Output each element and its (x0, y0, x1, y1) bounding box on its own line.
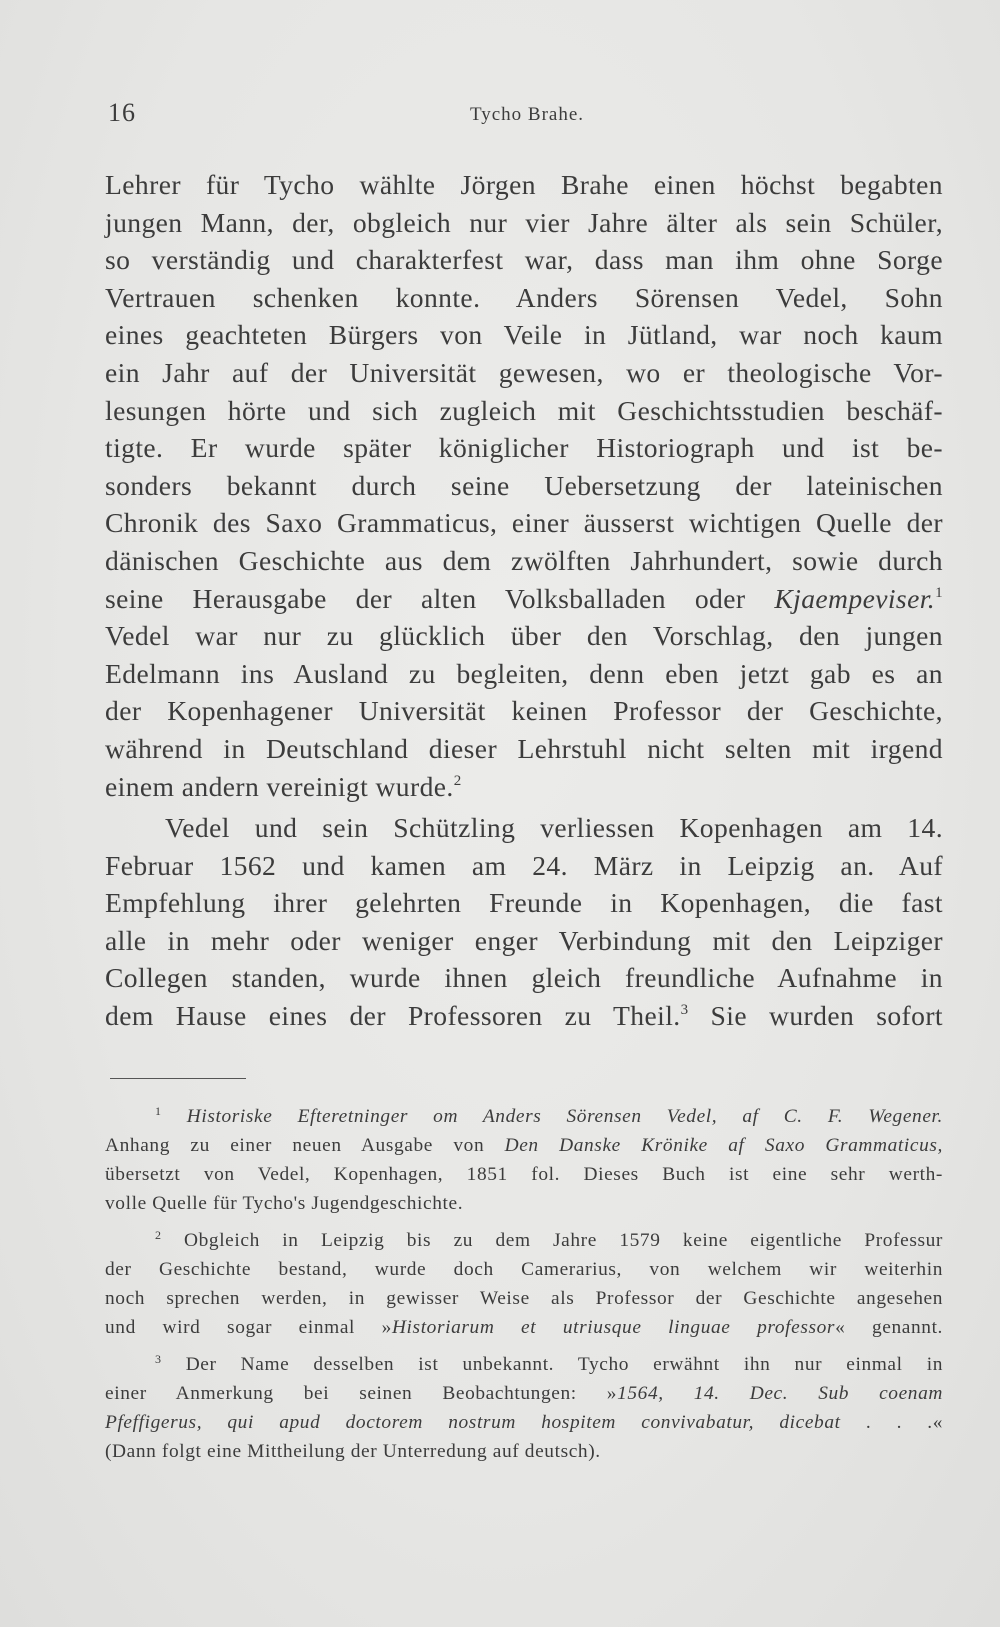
text-line (105, 580, 943, 618)
footnote-gap (105, 1218, 943, 1226)
text-line: eines geachteten Bürgers von Veile in Jütland, war noch kaum (105, 319, 943, 351)
text-line: während in Deutschland dieser Lehrstuhl nicht selten mit irgend (105, 732, 943, 764)
text-line: Empfehlung ihrer gelehrten Freunde in Kopenhagen, die fast (105, 887, 943, 919)
footnotes (105, 1102, 943, 1466)
footnote-line (105, 1226, 943, 1255)
text-line: tigte. Er wurde später königlicher Historiograph und ist be- (105, 432, 943, 464)
page-number: 16 (108, 98, 136, 127)
footnote-ref-3: 3 (680, 1002, 689, 1019)
text-line: lesungen hörte und sich zugleich mit Geschichtsstudien beschäf- (105, 394, 943, 426)
text-line: Vedel und sein Schützling verliessen Kopenhagen am 14. (165, 812, 943, 844)
line-text: seine Herausgabe der alten Volksballaden oder (105, 582, 775, 614)
footnote-line: der Geschichte bestand, wurde doch Camerarius, von welchem wir weiterhin (105, 1259, 943, 1280)
footnote-line (105, 1313, 943, 1342)
text-line: Vedel war nur zu glücklich über den Vorschlag, den jungen (105, 620, 943, 652)
text-line: Februar 1562 und kamen am 24. März in Leipzig an. Auf (105, 849, 943, 881)
italic-title: Historiarum et utriusque linguae professor (391, 1317, 836, 1338)
italic-title: Den Danske Krönike af Saxo Grammaticus, (504, 1135, 943, 1156)
text-line: so verständig und charakterfest war, dass man ihm ohne Sorge (105, 244, 943, 276)
footnote-ref-1: 1 (935, 584, 943, 601)
line-text: Der Name desselben ist unbekannt. Tycho erwähnt ihn nur einmal in (185, 1354, 943, 1375)
line-text: dem Hause eines der Professoren zu Theil. (105, 1000, 681, 1032)
footnote-ref-2: 2 (453, 772, 462, 789)
italic-title: Pfeffigerus, qui apud doctorem nostrum hospitem convivabatur, dicebat (105, 1412, 841, 1433)
text-line: Lehrer für Tycho wählte Jörgen Brahe einen höchst begabten (105, 169, 943, 200)
paragraph (105, 166, 943, 805)
footnote-marker: 2 (155, 1228, 162, 1242)
text-line (105, 768, 943, 806)
footnote-marker: 3 (155, 1352, 162, 1366)
text-line: sonders bekannt durch seine Uebersetzung der lateinischen (105, 469, 943, 501)
text-line: ein Jahr auf der Universität gewesen, wo er theologische Vor- (105, 356, 943, 388)
line-text: einem andern vereinigt wurde. (105, 770, 454, 802)
italic-title: Kjaempeviser. (774, 582, 936, 614)
line-text: und wird sogar einmal » (105, 1317, 392, 1338)
italic-title: 1564, 14. Dec. Sub coenam (617, 1383, 943, 1404)
footnote-line (105, 1408, 943, 1437)
line-text: Sie wurden sofort (710, 1000, 943, 1032)
text-line: Chronik des Saxo Grammaticus, einer äusserst wichtigen Quelle der (105, 507, 943, 539)
footnote-line: volle Quelle für Tycho's Jugendgeschichte. (105, 1193, 464, 1214)
footnote-line: übersetzt von Vedel, Kopenhagen, 1851 fol. Dieses Buch ist eine sehr werth- (105, 1164, 943, 1185)
footnote-line (105, 1379, 943, 1408)
line-text: . . .« (840, 1412, 944, 1433)
main-text (105, 166, 943, 1035)
running-title: Tycho Brahe. (469, 104, 585, 125)
line-text: einer Anmerkung bei seinen Beobachtungen: » (105, 1383, 618, 1404)
italic-title: Historiske Efteretninger om Anders Sörensen Vedel, af C. F. Wegener. (186, 1106, 943, 1127)
footnote-3 (105, 1350, 943, 1466)
line-text: Anhang zu einer neuen Ausgabe von (105, 1135, 505, 1156)
text-line: Vertrauen schenken konnte. Anders Sörensen Vedel, Sohn (105, 281, 943, 313)
text-line: der Kopenhagener Universität keinen Professor der Geschichte, (105, 695, 943, 727)
running-head (108, 98, 946, 138)
footnote-separator (110, 1078, 246, 1079)
footnote-2 (105, 1226, 943, 1342)
footnote-line: noch sprechen werden, in gewisser Weise als Professor der Geschichte angesehen (105, 1288, 943, 1309)
text-line (105, 997, 943, 1035)
footnote-gap (105, 1342, 943, 1350)
text-line: Collegen standen, wurde ihnen gleich freundliche Aufnahme in (105, 962, 943, 994)
text-line: jungen Mann, der, obgleich nur vier Jahre älter als sein Schüler, (105, 206, 943, 238)
text-line: alle in mehr oder weniger enger Verbindung mit den Leipziger (105, 924, 943, 956)
footnote-line (105, 1131, 943, 1160)
footnote-line: (Dann folgt eine Mittheilung der Unterredung auf deutsch). (105, 1441, 601, 1462)
footnote-1 (105, 1102, 943, 1218)
text-line: Edelmann ins Ausland zu begleiten, denn eben jetzt gab es an (105, 657, 943, 689)
text-line: dänischen Geschichte aus dem zwölften Jahrhundert, sowie durch (105, 544, 943, 576)
line-text: « genannt. (835, 1317, 943, 1338)
footnote-marker: 1 (155, 1104, 162, 1118)
footnote-line (105, 1350, 943, 1379)
paragraph (105, 809, 943, 1035)
line-text: Obgleich in Leipzig bis zu dem Jahre 1579 keine eigentliche Professur (184, 1230, 943, 1251)
footnote-line (105, 1102, 943, 1131)
